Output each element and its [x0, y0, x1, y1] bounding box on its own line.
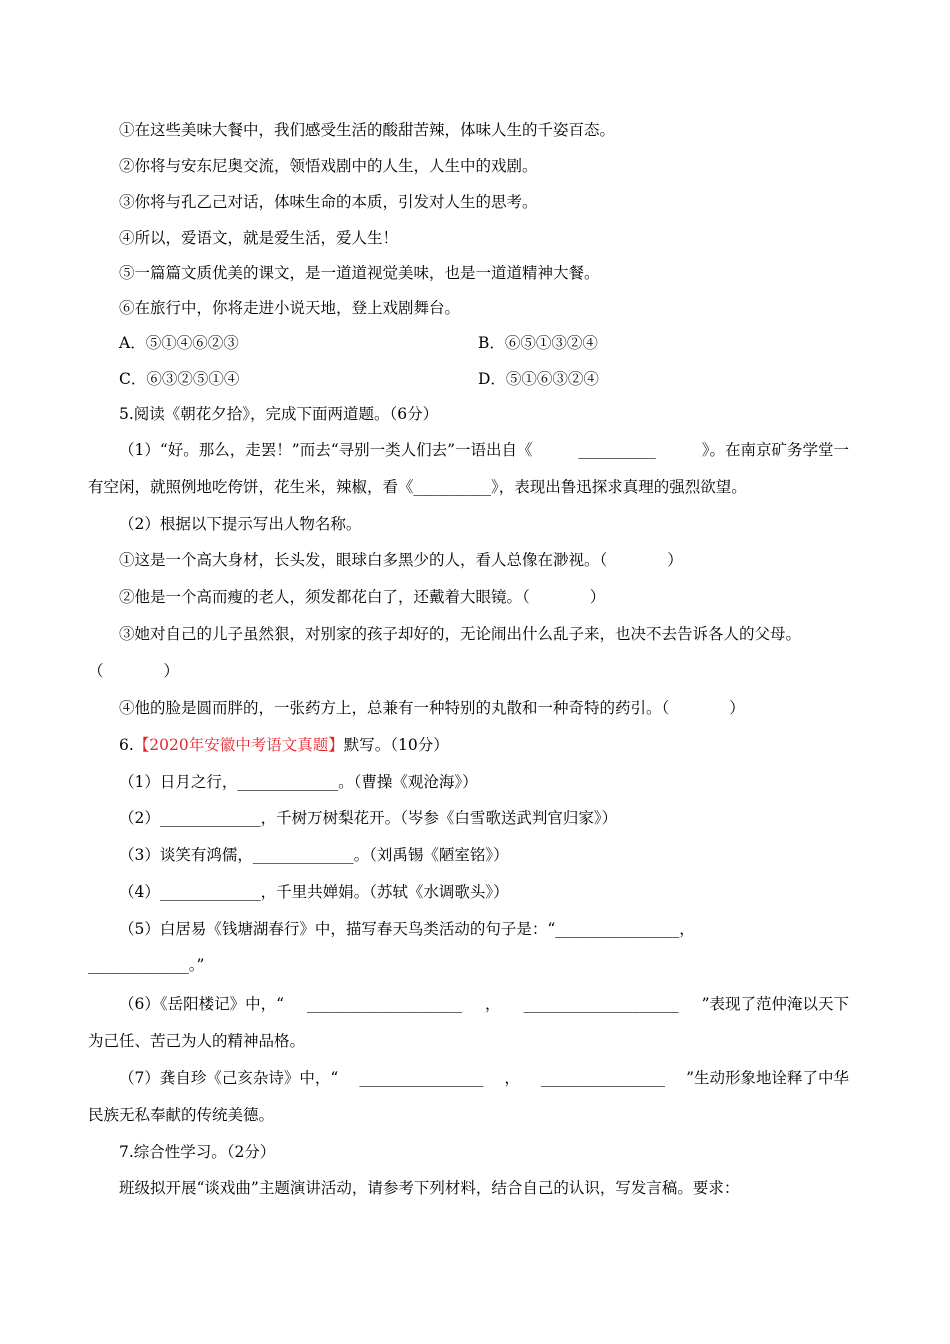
- q6-l6-blank-2: ____________________: [523, 995, 679, 1013]
- q6-l5-blank-2: _____________: [88, 956, 189, 974]
- q6-l6-comma: ，: [485, 995, 501, 1013]
- q5-p1-text-c: 有空闲，就照例地吃侉饼，花生米，辣椒，看《: [88, 478, 414, 496]
- q5-clue-3-open: （: [88, 662, 104, 680]
- option-d: D．⑤①⑥③②④: [478, 370, 599, 388]
- option-c: C．⑥③②⑤①④: [119, 370, 240, 388]
- q5-clue-4-close: ）: [729, 699, 745, 717]
- q7-text: 班级拟开展“谈戏曲”主题演讲活动，请参考下列材料，结合自己的认识，写发言稿。要求：: [119, 1179, 740, 1197]
- q5-p1-text-a: （1）“好。那么，走罢！”而去“寻别一类人们去”一语出自《: [119, 441, 533, 459]
- q6-l4-num: （4）: [119, 883, 160, 901]
- q6-l1-text: （1）日月之行，: [119, 773, 238, 791]
- q6-l2-text: ，千树万树梨花开。（岑参《白雪歌送武判官归家》）: [260, 809, 618, 827]
- q6-l3-text: （3）谈笑有鸿儒，: [119, 846, 253, 864]
- q5-clue-1: [119, 550, 683, 570]
- q6-line-1: [119, 772, 478, 792]
- q6-line-7-cont: 民族无私奉献的传统美德。: [88, 1106, 275, 1124]
- q6-l4-blank: _____________: [159, 883, 261, 901]
- q6-title-text: 默写。（10分）: [343, 736, 449, 754]
- q6-l7-text-b: ”生动形象地诠释了中华: [686, 1069, 849, 1087]
- q6-l4-text: ，千里共婵娟。（苏轼《水调歌头》）: [260, 883, 509, 901]
- q6-l2-num: （2）: [119, 809, 160, 827]
- q6-l7-comma: ，: [504, 1069, 520, 1087]
- q5-blank-2: __________: [413, 478, 492, 496]
- q5-clue-3: ③她对自己的儿子虽然狠，对别家的孩子却好的，无论闹出什么乱子来，也决不去告诉各人的父母。: [119, 625, 802, 643]
- sentence-4: ④所以，爱语文，就是爱生活，爱人生！: [119, 229, 399, 247]
- q6-line-2: [119, 808, 617, 828]
- q6-source-tag: 【2020年安徽中考语文真题】: [133, 736, 344, 754]
- sentence-1: ①在这些美味大餐中，我们感受生活的酸甜苦辣，体味人生的千姿百态。: [119, 121, 616, 139]
- q6-l6-blank-1: ____________________: [307, 995, 463, 1013]
- q6-line-6-cont: 为己任、苦己为人的精神品格。: [88, 1032, 306, 1050]
- sentence-3: ③你将与孔乙己对话，体味生命的本质，引发对人生的思考。: [119, 193, 538, 211]
- q5-clue-2: [119, 587, 605, 607]
- q6-l5-blank-1: ________________: [555, 920, 680, 938]
- q6-l2-blank: _____________: [159, 809, 261, 827]
- option-b: B．⑥⑤①③②④: [478, 334, 598, 352]
- q5-clue-4: [119, 698, 745, 718]
- q6-l7-text: （7）龚自珍《己亥杂诗》中，“: [119, 1069, 339, 1087]
- q5-p1-text-b: 》。在南京矿务学堂一: [701, 441, 849, 459]
- q5-part2: （2）根据以下提示写出人物名称。: [119, 515, 362, 533]
- q6-l7-blank-2: ________________: [541, 1069, 665, 1087]
- q5-clue-3-answer: [88, 661, 179, 681]
- sentence-2: ②你将与安东尼奥交流，领悟戏剧中的人生，人生中的戏剧。: [119, 157, 538, 175]
- q5-blank-1: __________: [578, 441, 656, 459]
- sentence-5: ⑤一篇篇文质优美的课文，是一道道视觉美味，也是一道道精神大餐。: [119, 264, 600, 282]
- q6-line-4: [119, 882, 509, 902]
- q5-clue-1-close: ）: [667, 551, 683, 569]
- q5-clue-1-text: ①这是一个高大身材，长头发，眼球白多黑少的人，看人总像在渺视。（: [119, 551, 608, 569]
- q6-l3-source: 。（刘禹锡《陋室铭》）: [353, 846, 509, 864]
- q6-l5-end: 。”: [188, 956, 205, 974]
- q6-line-7: [119, 1068, 849, 1088]
- sentence-6: ⑥在旅行中，你将走进小说天地，登上戏剧舞台。: [119, 299, 461, 317]
- q6-number: 6.: [119, 736, 134, 754]
- q6-l1-blank: _____________: [237, 773, 339, 791]
- q6-title: [119, 735, 449, 755]
- q7-title: 7.综合性学习。（2分）: [119, 1143, 276, 1161]
- q5-p1-text-d: 》，表现出鲁迅探求真理的强烈欲望。: [491, 478, 747, 496]
- q6-l1-source: 。（曹操《观沧海》）: [338, 773, 478, 791]
- q6-line-5-cont: [88, 955, 204, 975]
- q5-clue-2-close: ）: [589, 588, 606, 606]
- q6-line-5: [119, 919, 695, 939]
- q6-l5-comma: ，: [679, 920, 695, 938]
- q5-clue-2-text: ②他是一个高而瘦的老人，须发都花白了，还戴着大眼镜。（: [119, 588, 530, 606]
- q6-l7-blank-1: ________________: [359, 1069, 484, 1087]
- q6-l3-blank: _____________: [252, 846, 354, 864]
- q5-part1-line2: [88, 477, 747, 497]
- q6-l6-text: （6）《岳阳楼记》中，“: [119, 995, 285, 1013]
- q5-clue-3-close: ）: [163, 662, 180, 680]
- q5-part1-line1: [119, 440, 849, 460]
- option-a: A．⑤①④⑥②③: [119, 334, 239, 352]
- q6-l6-text-b: ”表现了范仲淹以天下: [701, 995, 849, 1013]
- q6-l5-text: （5）白居易《钱塘湖春行》中，描写春天鸟类活动的句子是：“: [119, 920, 556, 938]
- q5-title: 5.阅读《朝花夕拾》，完成下面两道题。（6分）: [119, 405, 439, 423]
- q5-clue-4-text: ④他的脸是圆而胖的，一张药方上，总兼有一种特别的丸散和一种奇特的药引。（: [119, 699, 670, 717]
- q6-line-6: [119, 994, 849, 1014]
- q6-line-3: [119, 845, 509, 865]
